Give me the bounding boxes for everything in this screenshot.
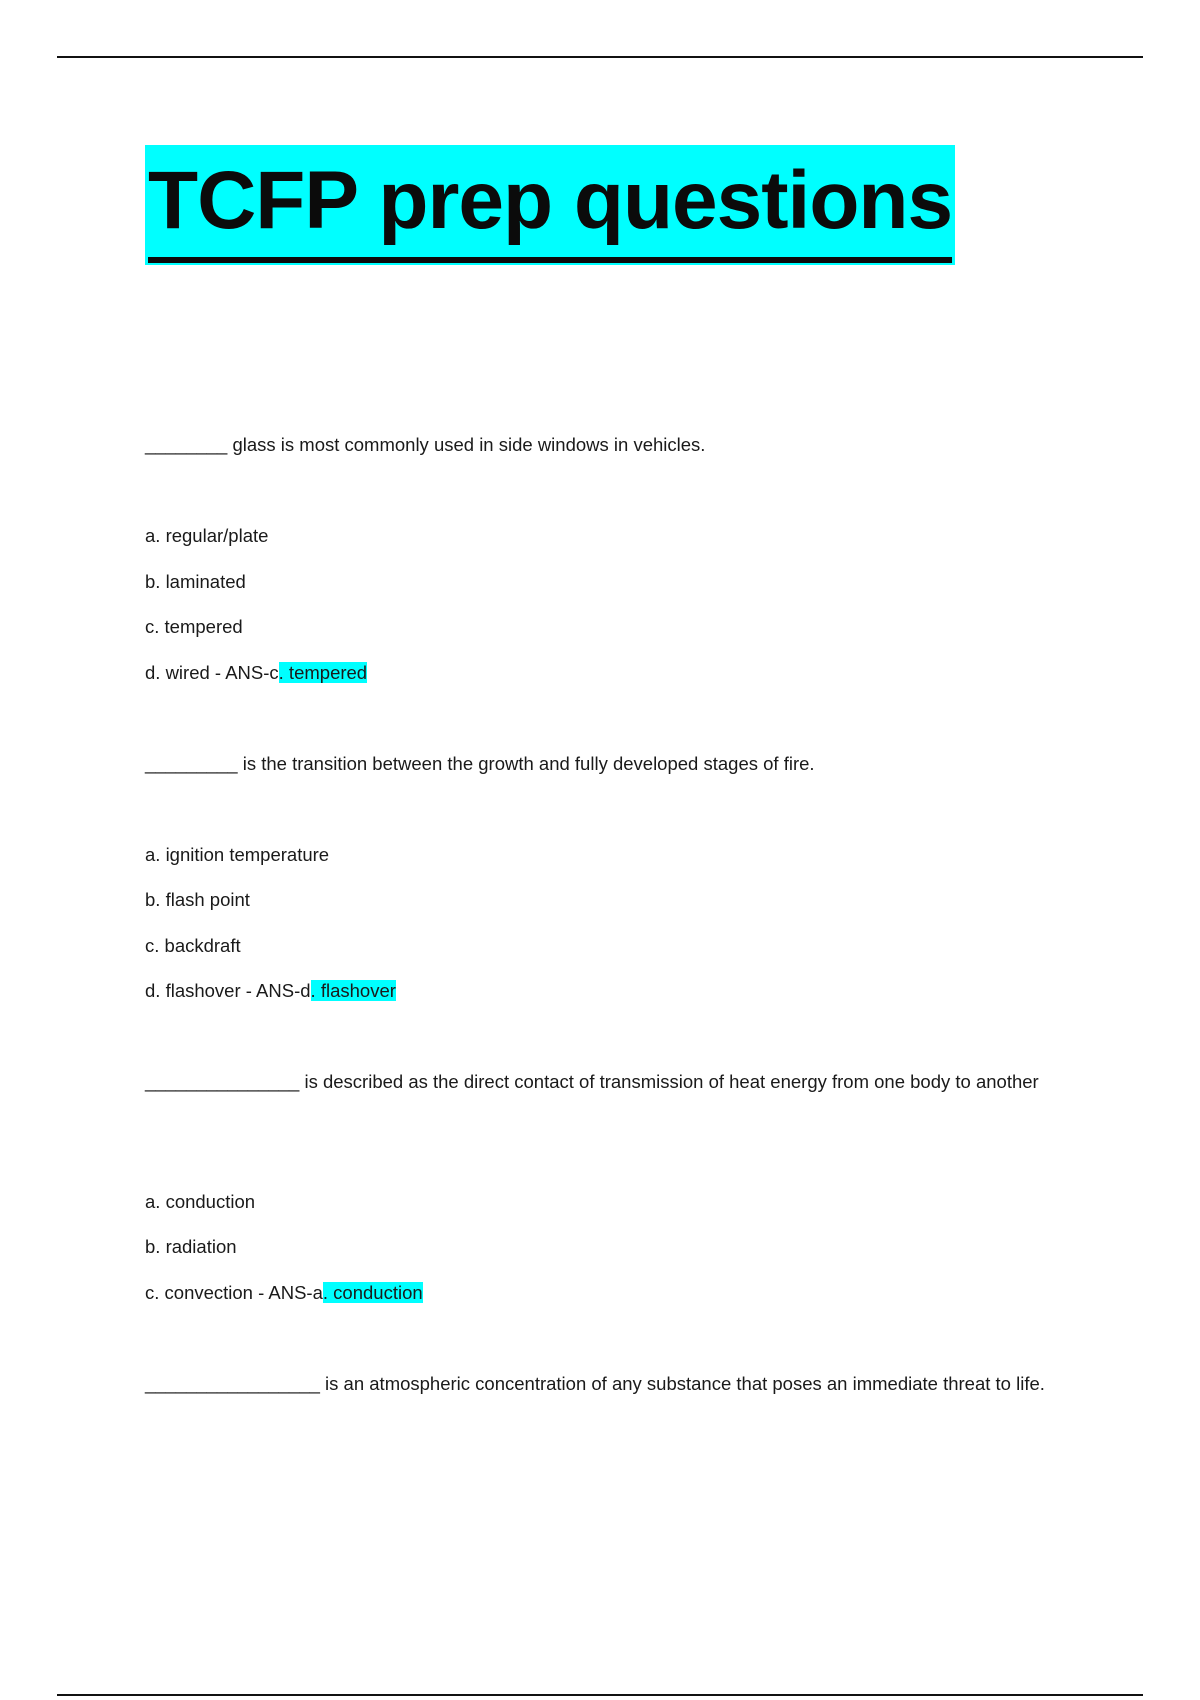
question-3-prompt: _______________ is described as the direct contact of transmission of heat energy from one body to another [145,1071,1039,1092]
question-4-prompt: _________________ is an atmospheric concentration of any substance that poses an immediate threat to life. [145,1373,1045,1394]
question-3-option-a: a. conduction [145,1191,256,1212]
question-3-answer-highlight: . conduction [322,1282,423,1303]
footer-rule [57,1694,1143,1696]
question-2-option-d-text: d. flashover - ANS-d [145,980,311,1001]
header-rule [57,56,1143,58]
question-2-option-c: c. backdraft [145,935,241,956]
title-highlight [145,145,955,265]
question-1-option-a: a. regular/plate [145,525,269,546]
question-1-prompt: ________ glass is most commonly used in side windows in vehicles. [145,434,706,455]
question-3-option-b: b. radiation [145,1236,237,1257]
question-1-answer-highlight: . tempered [278,662,368,683]
question-1-option-c: c. tempered [145,616,243,637]
question-1-option-b: b. laminated [145,571,246,592]
question-2-option-d [145,976,396,1006]
question-2-option-b: b. flash point [145,889,250,910]
question-2-option-a: a. ignition temperature [145,844,330,865]
question-1-option-d-text: d. wired - ANS-c [145,662,279,683]
question-3-option-c [145,1278,423,1308]
question-2-prompt: _________ is the transition between the growth and fully developed stages of fire. [145,753,815,774]
question-3-option-c-text: c. convection - ANS-a [145,1282,323,1303]
question-1-option-d [145,658,367,688]
question-2-answer-highlight: . flashover [310,980,396,1001]
page-title: TCFP prep questions [148,145,952,263]
